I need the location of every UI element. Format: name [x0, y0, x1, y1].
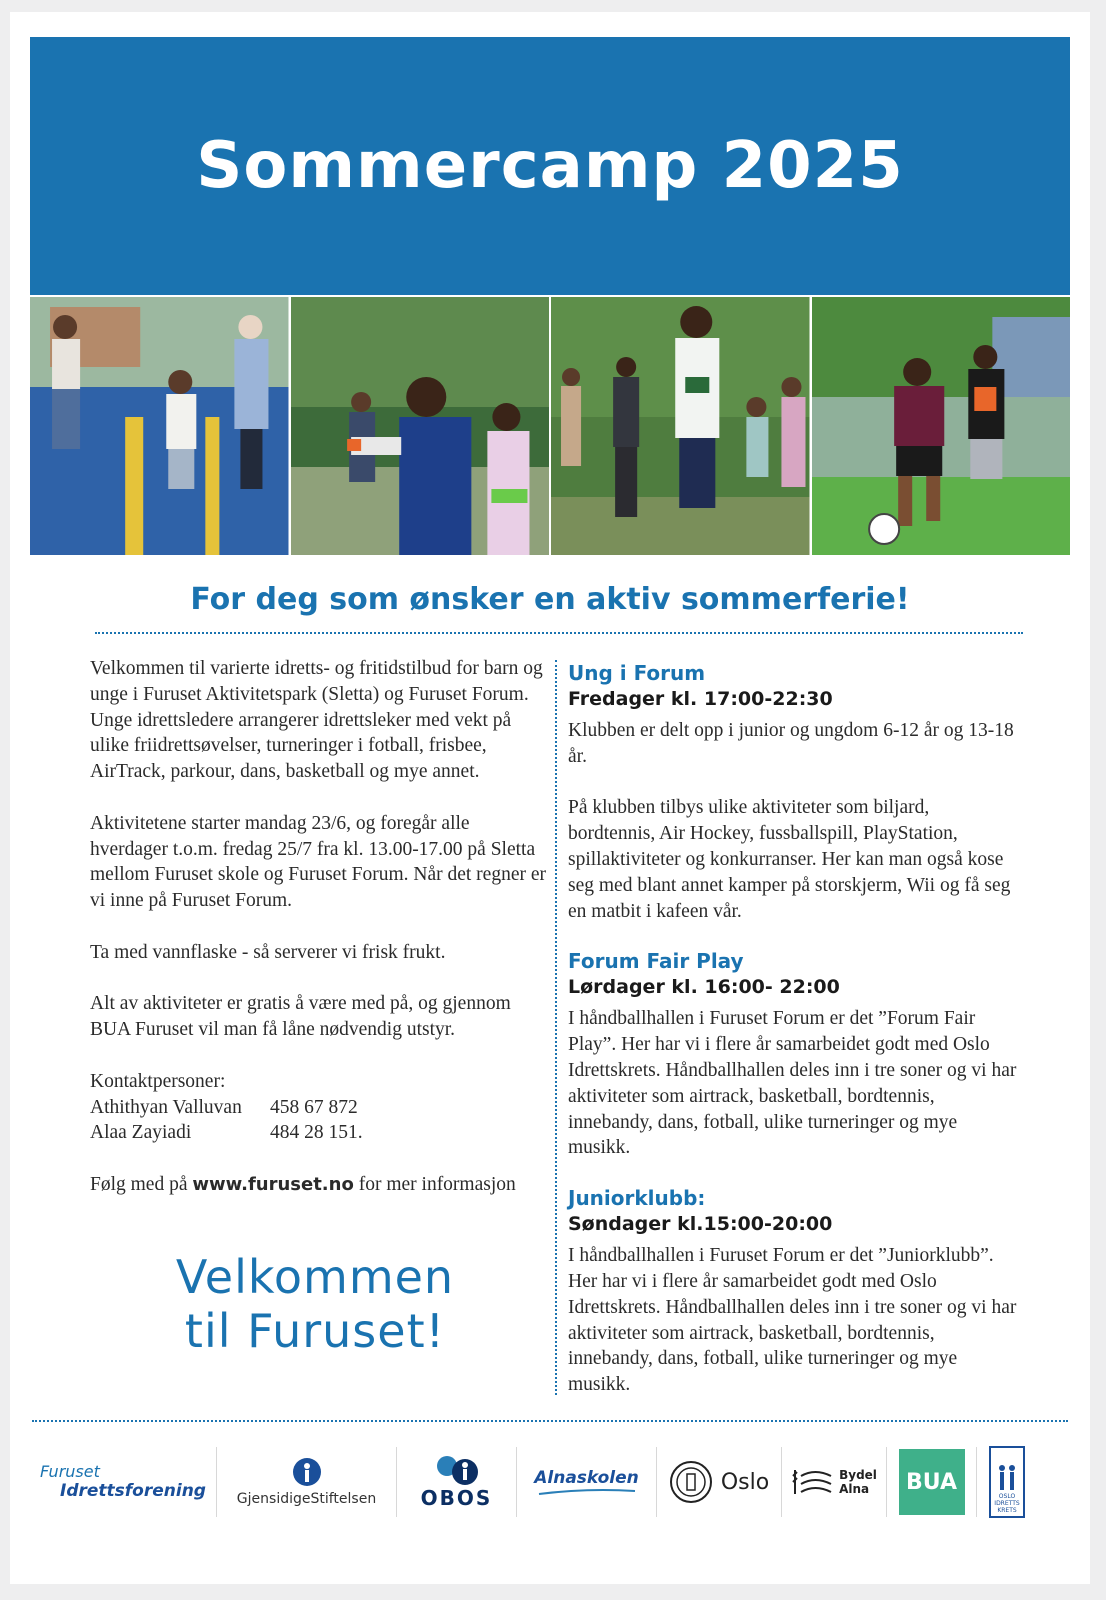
section-title: Forum Fair Play [568, 949, 744, 974]
contacts [90, 1069, 550, 1146]
contact-row [90, 1120, 550, 1146]
oik-text-1: OSLO [998, 1493, 1016, 1500]
section-text: Klubben er delt opp i junior og ungdom 6-12 år og 13-18 år. [568, 720, 1014, 767]
logo-bydel-alna [782, 1447, 887, 1517]
logo-obos-text: OBOS [420, 1486, 493, 1510]
section-text: I håndballhallen i Furuset Forum er det ”Juniorklubb”. Her har vi i flere år samarbeidet godt med Oslo Idrettskrets. Håndballhallen deles inn i tre soner og vi har aktiviteter som airtrack, basketball, bordtennis, innebandy, dans, fotball, ulike turneringer og mye musikk. [568, 1245, 1017, 1396]
poster [10, 12, 1090, 1584]
welcome-line-2: til Furuset! [184, 1304, 446, 1358]
divider-column [555, 660, 557, 1395]
swoosh-icon [537, 1488, 637, 1496]
right-column [568, 660, 1018, 1422]
section-forum-fair-play [568, 948, 1018, 1161]
logo-gjensidige-text: GjensidigeStiftelsen [236, 1491, 377, 1507]
oik-text-3: KRETS [997, 1507, 1017, 1514]
follow-line [90, 1172, 550, 1198]
oslo-seal-icon [669, 1460, 713, 1504]
logo-bua [887, 1447, 977, 1517]
contact-name: Athithyan Valluvan [90, 1096, 242, 1118]
logo-obos [397, 1447, 517, 1517]
section-time: Søndager kl.15:00-20:00 [568, 1213, 833, 1236]
welcome-message [90, 1250, 540, 1358]
gjensidige-icon [292, 1457, 322, 1487]
photo-water-pistol [291, 297, 550, 555]
obos-icon [433, 1454, 481, 1486]
contacts-label: Kontaktpersoner: [90, 1070, 226, 1092]
sponsor-logos [32, 1442, 1068, 1522]
logo-furuset-text: Furuset [40, 1462, 100, 1481]
contact-phone: 458 67 872 [270, 1096, 358, 1118]
section-time: Lørdager kl. 16:00- 22:00 [568, 976, 840, 999]
section-title: Juniorklubb: [568, 1186, 706, 1211]
logo-oslo [657, 1447, 782, 1517]
website-link[interactable]: www.furuset.no [192, 1173, 354, 1195]
logo-gjensidige [217, 1447, 397, 1517]
section-title: Ung i Forum [568, 661, 706, 685]
tagline: For deg som ønsker en aktiv sommerferie! [190, 582, 910, 617]
oik-figures-icon [994, 1463, 1020, 1493]
oik-text-2: IDRETTS [994, 1500, 1020, 1507]
welcome-line-1: Velkommen [175, 1250, 455, 1304]
logo-oslo-text: Oslo [720, 1469, 770, 1495]
left-column [90, 656, 550, 1198]
bydel-alna-icon [791, 1462, 833, 1502]
page-title: Sommercamp 2025 [196, 129, 904, 203]
contact-name: Alaa Zayiadi [90, 1122, 192, 1144]
intro-text: Velkommen til varierte idretts- og fritidstilbud for barn og unge i Furuset Aktivitetspark (Sletta) og Furuset Forum. Unge idrettsledere arrangerer idrettsleker med vekt på ulike friidrettsøvelser, turneringer i fotball, frisbee, AirTrack, parkour, dans, basketball og mye annet. [90, 658, 543, 783]
follow-pre: Følg med på [90, 1173, 193, 1195]
logo-idrettsforening-text: Idrettsforening [60, 1481, 206, 1501]
section-time: Fredager kl. 17:00-22:30 [568, 688, 833, 710]
logo-oslo-idrettskrets [977, 1447, 1037, 1517]
divider-bottom [32, 1420, 1068, 1422]
title-banner [30, 37, 1070, 295]
section-juniorklubb [568, 1185, 1018, 1398]
water-text: Ta med vannflaske - så serverer vi frisk frukt. [90, 941, 446, 963]
photo-kids-group [551, 297, 810, 555]
photo-strip [30, 297, 1070, 555]
logo-furuset-if [32, 1447, 217, 1517]
bua-badge [899, 1449, 965, 1515]
divider-top [95, 632, 1023, 634]
schedule-text: Aktivitetene starter mandag 23/6, og foregår alle hverdager t.o.m. fredag 25/7 fra kl. 13.00-17.00 på Sletta mellom Furuset skole og Furuset Forum. Når det regner er vi inne på Furuset Forum. [90, 812, 546, 912]
oik-badge [989, 1446, 1025, 1518]
section-text: På klubben tilbys ulike aktiviteter som biljard, bordtennis, Air Hockey, fussballspill, PlayStation, spillaktiviteter og konkurranser. Her kan man også kose seg med blant annet kamper på storskjerm, Wii og få seg en matbit i kafeen vår. [568, 797, 1011, 922]
photo-kids-jumping [30, 297, 289, 555]
contact-row [90, 1095, 550, 1121]
logo-alna-text: Alna [839, 1482, 870, 1496]
logo-bua-text: BUA [906, 1469, 957, 1495]
contact-phone: 484 28 151. [270, 1122, 363, 1144]
photo-football [812, 297, 1071, 555]
logo-bydel-text: Bydel [839, 1468, 877, 1482]
logo-bydel-alna-text [839, 1468, 877, 1496]
section-ung-i-forum [568, 660, 1018, 924]
logo-alnaskolen [517, 1447, 657, 1517]
logo-alnaskolen-text: Alnaskolen [534, 1468, 639, 1488]
follow-post: for mer informasjon [353, 1173, 516, 1195]
free-text: Alt av aktiviteter er gratis å være med på, og gjennom BUA Furuset vil man få låne nødvendig utstyr. [90, 993, 511, 1041]
section-text: I håndballhallen i Furuset Forum er det ”Forum Fair Play”. Her har vi i flere år samarbeidet godt med Oslo Idrettskrets. Håndballhallen deles inn i tre soner og vi har aktiviteter som airtrack, basketball, bordtennis, innebandy, dans, fotball, ulike turneringer og mye musikk. [568, 1008, 1017, 1159]
